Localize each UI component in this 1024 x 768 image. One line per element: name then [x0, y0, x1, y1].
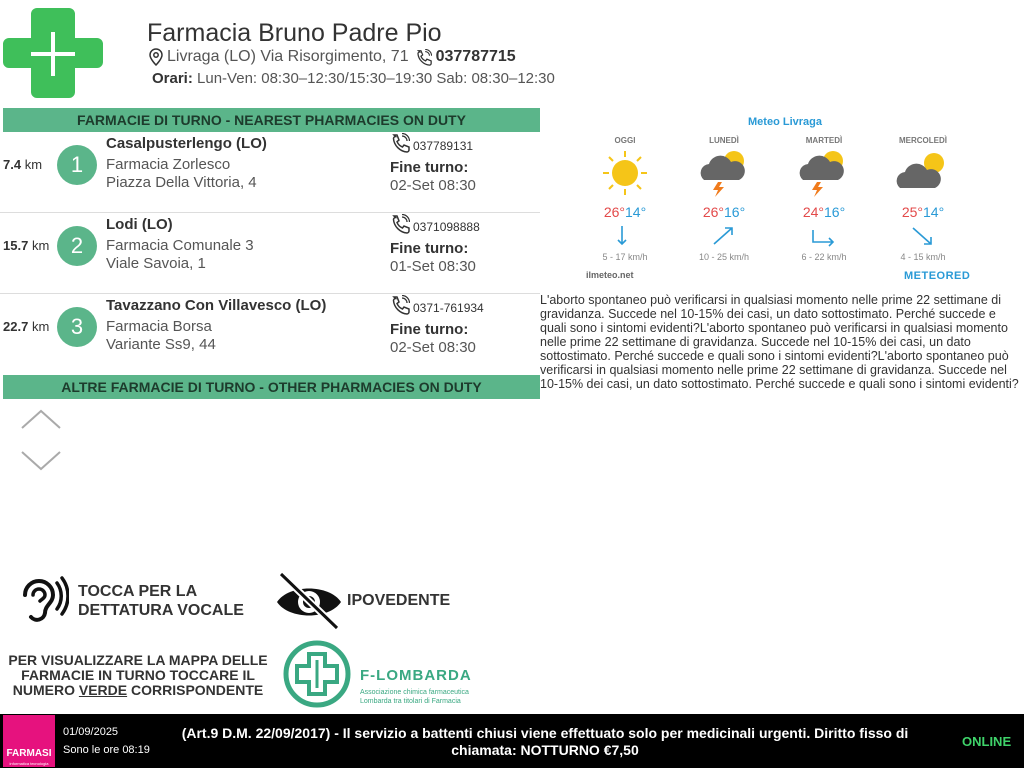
pharmacy-street: Piazza Della Vittoria, 4	[106, 174, 257, 191]
map-instructions: PER VISUALIZZARE LA MAPPA DELLE FARMACIE IN TURNO TOCCARE IL NUMERO VERDE CORRISPONDENTE	[8, 652, 268, 698]
phone-icon	[390, 133, 410, 153]
distance: 15.7 km	[3, 238, 50, 253]
pharmacy-town: Tavazzano Con Villavesco (LO)	[106, 297, 327, 314]
weather-temps: 26°14°	[603, 204, 647, 220]
wind-arrow-icon	[710, 224, 740, 248]
pharmacy-town: Casalpusterlengo (LO)	[106, 135, 267, 152]
pharmacy-name: Farmacia Zorlesco	[106, 156, 231, 173]
address-text: Livraga (LO) Via Risorgimento, 71	[167, 48, 409, 65]
pharmacy-phone-line	[390, 295, 484, 315]
map-number-badge[interactable]: 2	[57, 226, 97, 266]
pharmacy-row[interactable]	[0, 214, 540, 294]
weather-widget	[580, 112, 990, 287]
distance: 22.7 km	[3, 319, 50, 334]
sun-icon	[595, 148, 655, 198]
pharmacy-street: Viale Savoia, 1	[106, 255, 206, 272]
chevron-up-icon[interactable]	[20, 408, 62, 430]
end-shift-label: Fine turno:	[390, 321, 469, 338]
end-shift-value: 01-Set 08:30	[390, 258, 476, 275]
address-row	[148, 48, 516, 66]
weather-temps: 25°14°	[901, 204, 945, 220]
pharmacy-phone-number: 0371-761934	[413, 301, 484, 315]
weather-day-label: MARTEDÌ	[805, 136, 843, 145]
eye-slash-icon[interactable]	[273, 572, 345, 630]
map-number-badge[interactable]: 3	[57, 307, 97, 347]
wind-arrow-icon	[909, 224, 939, 248]
end-shift-value: 02-Set 08:30	[390, 177, 476, 194]
weather-temps: 24°16°	[802, 204, 846, 220]
distance: 7.4 km	[3, 157, 43, 172]
storm-icon	[793, 148, 853, 198]
f-lombarda-logo	[283, 640, 351, 708]
pharmacy-phone-line	[390, 133, 473, 153]
weather-source-meteored[interactable]: METEORED	[904, 270, 971, 282]
end-shift-label: Fine turno:	[390, 240, 469, 257]
footer-bar	[0, 714, 1024, 768]
opening-hours	[152, 70, 555, 87]
wind-speed: 10 - 25 km/h	[698, 252, 750, 262]
other-pharmacies-header: ALTRE FARMACIE DI TURNO - OTHER PHARMACIES ON DUTY	[3, 375, 540, 399]
weather-day-label: LUNEDÌ	[709, 136, 739, 145]
footer-date: 01/09/2025	[63, 726, 119, 738]
phone-icon	[415, 49, 432, 66]
ear-icon[interactable]	[13, 573, 69, 629]
pharmacy-phone-number: 037789131	[413, 139, 474, 153]
pharmacy-phone-number: 0371098888	[413, 220, 480, 234]
map-number-badge[interactable]: 1	[57, 145, 97, 185]
phone-icon	[390, 295, 410, 315]
footer-time: Sono le ore 08:19	[63, 744, 150, 756]
hours-label: Orari:	[152, 70, 193, 87]
pharmacy-row[interactable]	[0, 133, 540, 213]
wind-arrow-icon	[610, 224, 640, 248]
storm-icon	[694, 148, 754, 198]
wind-arrow-icon	[809, 224, 839, 248]
pharmacy-phone-line	[390, 214, 480, 234]
weather-source-ilmeteo[interactable]: ilmeteo.net	[586, 270, 634, 280]
hours-text: Lun-Ven: 08:30–12:30/15:30–19:30 Sab: 08:30–12:30	[197, 70, 555, 87]
weather-day-label: MERCOLEDÌ	[899, 136, 947, 145]
end-shift-value: 02-Set 08:30	[390, 339, 476, 356]
farmasi-logo: FARMASI informatica tecnologia	[3, 715, 55, 767]
low-vision-button[interactable]: IPOVEDENTE	[347, 592, 451, 609]
phone-icon	[390, 214, 410, 234]
wind-speed: 6 - 22 km/h	[801, 252, 847, 262]
voice-dictation-button[interactable]: TOCCA PER LA DETTATURA VOCALE	[78, 583, 244, 619]
chevron-down-icon[interactable]	[20, 450, 62, 472]
pharmacy-title: Farmacia Bruno Padre Pio	[147, 19, 442, 47]
f-lombarda-subtitle: Associazione chimica farmaceutica Lombarda tra titolari di Farmacia	[360, 689, 469, 705]
pharmacy-row[interactable]	[0, 295, 540, 375]
cloud-sun-icon	[892, 148, 952, 198]
pharmacy-name: Farmacia Comunale 3	[106, 237, 254, 254]
pharmacy-town: Lodi (LO)	[106, 216, 173, 233]
end-shift-label: Fine turno:	[390, 159, 469, 176]
pharmacy-phone[interactable]: 037787715	[435, 48, 516, 65]
wind-speed: 5 - 17 km/h	[602, 252, 648, 262]
wind-speed: 4 - 15 km/h	[900, 252, 946, 262]
connection-status: ONLINE	[962, 734, 1012, 749]
location-pin-icon	[148, 48, 164, 66]
pharmacy-name: Farmacia Borsa	[106, 318, 212, 335]
f-lombarda-name: F-LOMBARDA	[360, 667, 472, 684]
footer-message: (Art.9 D.M. 22/09/2017) - Il servizio a battenti chiusi viene effettuato solo per medicinali urgenti. Diritto fisso di chiamata: NOTTURNO €7,50	[181, 725, 909, 758]
pharmacy-street: Variante Ss9, 44	[106, 336, 216, 353]
pharmacy-cross-logo	[3, 4, 103, 102]
news-article-text: L'aborto spontaneo può verificarsi in qualsiasi momento nelle prime 22 settimane di gravidanza. Succede nel 10-15% dei casi, un dato sottostimato. Perché succede e quali sono i sintomi evidenti?L'aborto spontaneo può verificarsi in qualsiasi momento nelle prime 22 settimane di gravidanza. Succede nel 10-15% dei casi, un dato sottostimato. Perché succede e quali sono i sintomi evidenti?L'aborto spontaneo può verificarsi in qualsiasi momento nelle prime 22 settimane di gravidanza. Succede nel 10-15% dei casi, un dato sottostimato. Perché succede e quali sono i sintomi evidenti?	[540, 293, 1019, 391]
nearest-pharmacies-header: FARMACIE DI TURNO - NEAREST PHARMACIES ON DUTY	[3, 108, 540, 132]
weather-temps: 26°16°	[702, 204, 746, 220]
weather-day-label: OGGI	[614, 136, 636, 145]
weather-title: Meteo Livraga	[748, 116, 822, 128]
